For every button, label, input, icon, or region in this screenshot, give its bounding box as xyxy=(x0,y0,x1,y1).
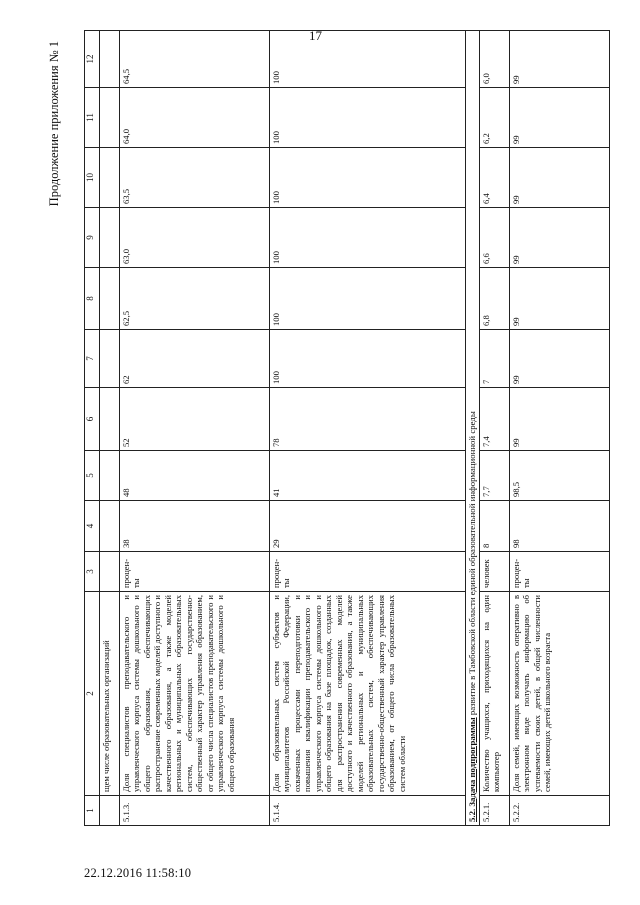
rotated-table-block xyxy=(47,31,639,826)
page-number: 17 xyxy=(309,28,322,43)
col-header: 10 xyxy=(85,148,100,208)
section-text: развитие в Тамбовской области единой образовательной информационной среды xyxy=(467,411,477,718)
col-header: 1 xyxy=(85,796,100,826)
indicator-text: Количество учащихся, приходящихся на один компьютер xyxy=(480,592,510,796)
value-cell: 99 xyxy=(510,388,610,451)
value-cell: 7,7 xyxy=(480,451,510,501)
value-cell: 6,4 xyxy=(480,148,510,208)
appendix-caption: Продолжение приложения № 1 xyxy=(47,41,61,207)
section-label: 5.2. Задача подпрограммы xyxy=(467,717,477,822)
row-number: 5.1.4. xyxy=(270,796,466,826)
unit-cell: процен-ты xyxy=(510,552,610,592)
col-header: 8 xyxy=(85,268,100,330)
continuation-text: щем числе образовательных организаций xyxy=(100,592,120,796)
value-cell: 62 xyxy=(120,330,270,388)
value-cell: 100 xyxy=(270,268,466,330)
col-header: 4 xyxy=(85,501,100,552)
value-cell: 99 xyxy=(510,208,610,268)
col-header: 12 xyxy=(85,31,100,88)
indicator-text: Доля семей, имеющих возможность оперативно в электронном виде получать информацию об успеваемости своих детей, в общей численности семей, имеющих детей школьного возраста xyxy=(510,592,610,796)
value-cell: 98,5 xyxy=(510,451,610,501)
value-cell: 41 xyxy=(270,451,466,501)
value-cell: 64,0 xyxy=(120,88,270,148)
value-cell: 99 xyxy=(510,330,610,388)
value-cell: 52 xyxy=(120,388,270,451)
indicators-table xyxy=(84,30,610,826)
row-number: 5.2.2. xyxy=(510,796,610,826)
col-header: 11 xyxy=(85,88,100,148)
table-row xyxy=(480,31,510,826)
value-cell: 78 xyxy=(270,388,466,451)
value-cell: 48 xyxy=(120,451,270,501)
table-row xyxy=(270,31,466,826)
value-cell: 100 xyxy=(270,88,466,148)
value-cell: 99 xyxy=(510,148,610,208)
row-number: 5.1.3. xyxy=(120,796,270,826)
value-cell: 6,2 xyxy=(480,88,510,148)
value-cell: 99 xyxy=(510,31,610,88)
value-cell: 100 xyxy=(270,148,466,208)
value-cell: 7,4 xyxy=(480,388,510,451)
value-cell: 62,5 xyxy=(120,268,270,330)
value-cell: 64,5 xyxy=(120,31,270,88)
column-number-row xyxy=(85,31,100,826)
table-row xyxy=(120,31,270,826)
col-header: 2 xyxy=(85,592,100,796)
value-cell: 100 xyxy=(270,330,466,388)
section-header-row xyxy=(466,31,480,826)
col-header: 5 xyxy=(85,451,100,501)
value-cell: 6,8 xyxy=(480,268,510,330)
col-header: 3 xyxy=(85,552,100,592)
value-cell: 99 xyxy=(510,88,610,148)
section-title xyxy=(466,31,480,826)
value-cell: 6,6 xyxy=(480,208,510,268)
value-cell: 99 xyxy=(510,268,610,330)
footer-datetime: 22.12.2016 11:58:10 xyxy=(84,866,192,880)
unit-cell: процен-ты xyxy=(120,552,270,592)
col-header: 7 xyxy=(85,330,100,388)
value-cell: 100 xyxy=(270,208,466,268)
value-cell: 63,0 xyxy=(120,208,270,268)
table-row xyxy=(510,31,610,826)
value-cell: 6,0 xyxy=(480,31,510,88)
row-number: 5.2.1. xyxy=(480,796,510,826)
table-row xyxy=(100,31,120,826)
col-header: 9 xyxy=(85,208,100,268)
value-cell: 98 xyxy=(510,501,610,552)
value-cell: 38 xyxy=(120,501,270,552)
value-cell: 8 xyxy=(480,501,510,552)
value-cell: 29 xyxy=(270,501,466,552)
col-header: 6 xyxy=(85,388,100,451)
value-cell: 100 xyxy=(270,31,466,88)
value-cell: 7 xyxy=(480,330,510,388)
unit-cell: человек xyxy=(480,552,510,592)
value-cell: 63,5 xyxy=(120,148,270,208)
indicator-text: Доля специалистов преподавательского и управленческого корпуса системы дошкольного и общего образования, обеспечивающих распространение современных моделей доступного и качественного образования, а также моделей региональных и муниципальных образовательных систем, обеспечивающих государственно-общественный характер управления образованием, от общего числа специалистов преподавательского и управленческого корпуса системы дошкольного и общего образования xyxy=(120,592,270,796)
indicator-text: Доля образовательных систем субъектов и муниципалитетов Российской Федерации, охваченных процессами переподготовки и повышения квалификации преподавательского и управленческого корпуса системы дошкольного и общего образования на базе площадок, созданных для распространения современных моделей доступного и качественного образования, а также моделей региональных и муниципальных образовательных систем, обеспечивающих государственно-общественный характер управления образованием, от общего числа образовательных систем области xyxy=(270,592,466,796)
unit-cell: процен-ты xyxy=(270,552,466,592)
